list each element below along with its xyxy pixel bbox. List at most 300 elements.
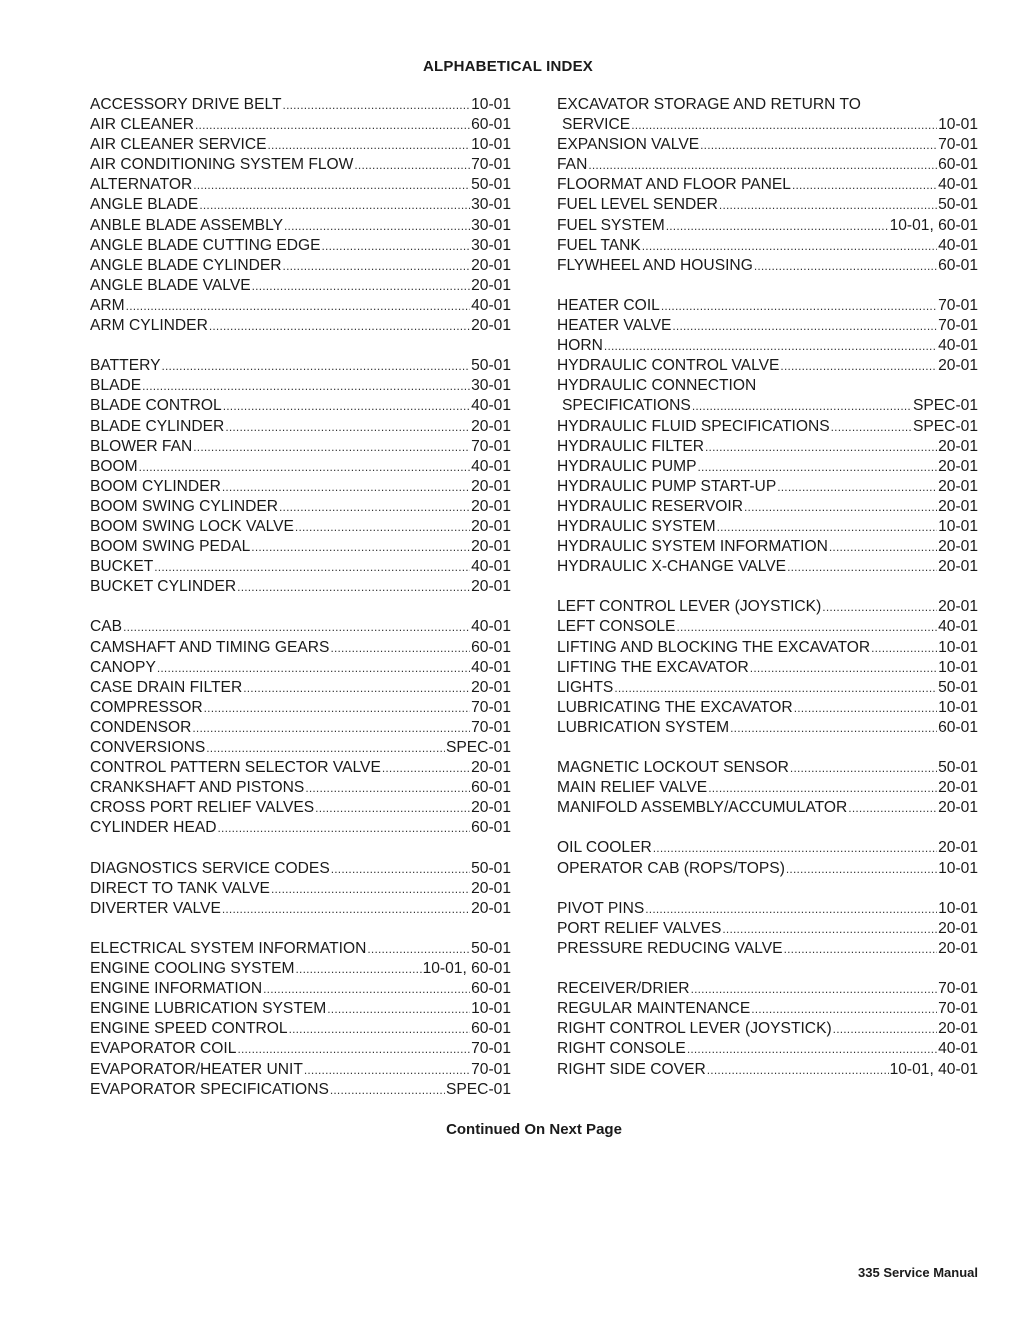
index-entry xyxy=(557,939,978,959)
index-entry-label: AIR CONDITIONING SYSTEM FLOW xyxy=(90,156,354,174)
index-entry-page: SPEC-01 xyxy=(445,739,511,756)
dot-leader xyxy=(730,718,937,738)
index-entry-label: CAB xyxy=(90,618,123,636)
index-entry-label: OIL COOLER xyxy=(557,839,652,857)
dot-leader xyxy=(243,678,470,698)
index-entry-page: 70-01 xyxy=(938,136,978,154)
index-entry-page: 20-01 xyxy=(471,497,511,515)
dot-leader xyxy=(225,417,470,437)
index-entry xyxy=(557,517,978,537)
index-entry xyxy=(90,296,511,316)
index-entry-page: 40-01 xyxy=(938,176,978,194)
index-entry-page: 20-01 xyxy=(938,357,978,375)
index-entry-page: 70-01 xyxy=(938,296,978,314)
index-entry xyxy=(557,417,978,437)
index-entry-page: 40-01 xyxy=(938,236,978,254)
index-entry-page: 10-01 xyxy=(471,136,511,154)
index-entry-page: 60-01 xyxy=(471,980,511,998)
index-entry xyxy=(90,477,511,497)
index-entry-label: BUCKET CYLINDER xyxy=(90,578,237,596)
index-entry xyxy=(557,718,978,738)
index-entry-page: 40-01 xyxy=(471,397,511,415)
dot-leader xyxy=(784,939,938,959)
dot-leader xyxy=(829,537,937,557)
index-entry-label: CONDENSOR xyxy=(90,718,192,736)
index-entry-page: 70-01 xyxy=(471,1040,511,1058)
dot-leader xyxy=(708,778,937,798)
dot-leader xyxy=(289,1019,471,1039)
index-entry xyxy=(90,698,511,718)
dot-leader xyxy=(754,256,937,276)
index-entry xyxy=(90,376,511,396)
index-entry-label: ELECTRICAL SYSTEM INFORMATION xyxy=(90,939,367,957)
section-spacer xyxy=(557,577,978,597)
dot-leader xyxy=(192,718,470,738)
index-entry-page: 20-01 xyxy=(938,437,978,455)
dot-leader xyxy=(161,356,470,376)
index-entry-page: 20-01 xyxy=(471,477,511,495)
index-entry-label: FAN xyxy=(557,156,588,174)
index-entry xyxy=(90,1019,511,1039)
index-entry-page: 40-01 xyxy=(471,457,511,475)
index-entry-page: 20-01 xyxy=(471,899,511,917)
dot-leader xyxy=(237,577,470,597)
index-entry xyxy=(557,256,978,276)
dot-leader xyxy=(848,798,937,818)
index-entry-label: BLOWER FAN xyxy=(90,437,193,455)
dot-leader xyxy=(786,859,937,879)
index-entry-label: HYDRAULIC PUMP xyxy=(557,457,697,475)
dot-leader xyxy=(661,296,937,316)
index-entry-page: 60-01 xyxy=(471,116,511,134)
index-entry xyxy=(557,899,978,919)
section-spacer xyxy=(557,959,978,979)
index-entry-label: RECEIVER/DRIER xyxy=(557,980,690,998)
index-entry xyxy=(557,597,978,617)
dot-leader xyxy=(744,497,937,517)
index-entry-page: 50-01 xyxy=(471,939,511,957)
index-entry-page: 50-01 xyxy=(471,859,511,877)
index-entry xyxy=(90,939,511,959)
dot-leader xyxy=(687,1039,937,1059)
index-entry xyxy=(90,879,511,899)
dot-leader xyxy=(717,517,938,537)
index-entry xyxy=(557,115,978,135)
index-entry-page: 20-01 xyxy=(938,799,978,817)
index-entry xyxy=(90,678,511,698)
index-entry xyxy=(90,1039,511,1059)
index-entry xyxy=(90,557,511,577)
dot-leader xyxy=(193,175,470,195)
index-entry-label: HEATER VALVE xyxy=(557,317,672,335)
dot-leader xyxy=(588,155,937,175)
index-entry-label: ENGINE SPEED CONTROL xyxy=(90,1020,288,1038)
page-title: ALPHABETICAL INDEX xyxy=(423,58,593,75)
index-entry-label: ACCESSORY DRIVE BELT xyxy=(90,96,282,113)
index-entry-label: FLOORMAT AND FLOOR PANEL xyxy=(557,176,791,194)
index-entry xyxy=(90,195,511,215)
dot-leader xyxy=(251,537,470,557)
index-entry-label: LIGHTS xyxy=(557,678,614,696)
index-entry-page: 70-01 xyxy=(938,317,978,335)
index-entry-label: HYDRAULIC CONNECTION xyxy=(557,377,757,395)
index-entry-label: CASE DRAIN FILTER xyxy=(90,678,243,696)
index-entry-page: 10-01 xyxy=(938,116,978,134)
index-entry-label: CYLINDER HEAD xyxy=(90,819,217,837)
index-entry-page: 60-01 xyxy=(471,779,511,797)
index-entry-page: 40-01 xyxy=(938,618,978,636)
dot-leader xyxy=(237,1039,470,1059)
index-entry-page: 10-01, 60-01 xyxy=(889,216,978,234)
index-entry xyxy=(90,155,511,175)
index-entry xyxy=(557,477,978,497)
index-entry xyxy=(557,758,978,778)
index-entry-page: 60-01 xyxy=(471,819,511,837)
index-entry-label: HYDRAULIC RESERVOIR xyxy=(557,497,744,515)
index-entry-page: 20-01 xyxy=(938,457,978,475)
index-entry-page: 20-01 xyxy=(471,578,511,596)
index-entry xyxy=(557,658,978,678)
dot-leader xyxy=(719,195,937,215)
index-entry xyxy=(90,356,511,376)
index-entry-label: ANGLE BLADE xyxy=(90,196,199,214)
continued-note: Continued On Next Page xyxy=(446,1121,622,1138)
index-entry-page: 20-01 xyxy=(938,919,978,937)
index-entry xyxy=(557,336,978,356)
dot-leader xyxy=(222,477,470,497)
dot-leader xyxy=(154,557,470,577)
index-entry-page: 70-01 xyxy=(938,1000,978,1018)
dot-leader xyxy=(653,838,937,858)
index-column-left xyxy=(90,95,511,1100)
index-entry-label: CROSS PORT RELIEF VALVES xyxy=(90,799,315,817)
index-entry-page: 40-01 xyxy=(938,337,978,355)
index-entry xyxy=(90,617,511,637)
index-entry-label: PRESSURE REDUCING VALVE xyxy=(557,939,783,957)
index-entry-label: CRANKSHAFT AND PISTONS xyxy=(90,779,305,797)
dot-leader xyxy=(304,1060,470,1080)
index-entry-label: HEATER COIL xyxy=(557,296,660,314)
index-entry-label: ANBLE BLADE ASSEMBLY xyxy=(90,216,283,234)
index-entry xyxy=(557,838,978,858)
dot-leader xyxy=(700,135,937,155)
index-entry-label: SERVICE xyxy=(562,116,631,134)
dot-leader xyxy=(382,758,470,778)
index-entry xyxy=(90,396,511,416)
dot-leader xyxy=(871,638,937,658)
index-entry-page: 20-01 xyxy=(471,799,511,817)
dot-leader xyxy=(722,919,937,939)
index-entry xyxy=(557,296,978,316)
manual-footer: 335 Service Manual xyxy=(858,1265,978,1280)
dot-leader xyxy=(367,939,470,959)
index-entry xyxy=(90,497,511,517)
index-entry-label: CANOPY xyxy=(90,658,156,676)
index-entry-label: FLYWHEEL AND HOUSING xyxy=(557,256,753,274)
index-entry-page: 70-01 xyxy=(938,980,978,998)
dot-leader xyxy=(750,658,937,678)
index-entry-label: HYDRAULIC CONTROL VALVE xyxy=(557,357,780,375)
index-entry-label: BLADE xyxy=(90,377,142,395)
index-entry-page: 50-01 xyxy=(471,176,511,194)
dot-leader xyxy=(631,115,937,135)
section-spacer xyxy=(557,879,978,899)
index-entry xyxy=(557,678,978,698)
index-entry-label: LEFT CONSOLE xyxy=(557,618,676,636)
dot-leader xyxy=(305,778,470,798)
index-entry xyxy=(557,698,978,718)
index-entry-page: 70-01 xyxy=(471,718,511,736)
index-entry-page: 20-01 xyxy=(471,256,511,274)
index-entry-page: 70-01 xyxy=(471,437,511,455)
index-entry-label: HYDRAULIC FILTER xyxy=(557,437,705,455)
index-entry-page: 40-01 xyxy=(471,618,511,636)
index-entry xyxy=(557,617,978,637)
index-entry-label: AIR CLEANER SERVICE xyxy=(90,136,267,154)
index-entry xyxy=(90,95,511,115)
index-entry-label: HYDRAULIC FLUID SPECIFICATIONS xyxy=(557,417,830,435)
index-entry xyxy=(90,758,511,778)
index-entry xyxy=(90,135,511,155)
dot-leader xyxy=(354,155,470,175)
index-entry-page: 40-01 xyxy=(471,558,511,576)
index-entry xyxy=(90,417,511,437)
index-entry-label: ANGLE BLADE CUTTING EDGE xyxy=(90,236,321,254)
index-entry-page: 50-01 xyxy=(938,196,978,214)
index-entry xyxy=(90,216,511,236)
index-entry xyxy=(90,818,511,838)
index-entry xyxy=(557,1060,978,1080)
index-entry-label: HYDRAULIC X-CHANGE VALVE xyxy=(557,558,787,576)
index-entry-page: SPEC-01 xyxy=(912,397,978,415)
index-entry xyxy=(557,557,978,577)
index-entry-page: SPEC-01 xyxy=(912,417,978,435)
section-spacer xyxy=(90,336,511,356)
index-entry xyxy=(90,979,511,999)
index-entry xyxy=(557,638,978,658)
dot-leader xyxy=(780,356,937,376)
index-entry-label: FUEL LEVEL SENDER xyxy=(557,196,718,214)
dot-leader xyxy=(279,497,470,517)
dot-leader xyxy=(707,1060,889,1080)
index-entry xyxy=(557,457,978,477)
index-entry-label: HORN xyxy=(557,337,603,355)
index-entry-label: EXCAVATOR STORAGE AND RETURN TO xyxy=(557,96,861,113)
dot-leader xyxy=(705,437,937,457)
index-entry-label: CONVERSIONS xyxy=(90,739,206,756)
index-entry xyxy=(90,276,511,296)
index-entry-page: SPEC-01 xyxy=(445,1080,511,1098)
index-entry-label: DIRECT TO TANK VALVE xyxy=(90,879,270,897)
index-entry-label: OPERATOR CAB (ROPS/TOPS) xyxy=(557,859,785,877)
index-entry-page: 30-01 xyxy=(471,196,511,214)
index-entry-label: EVAPORATOR/HEATER UNIT xyxy=(90,1060,303,1078)
dot-leader xyxy=(787,557,937,577)
index-entry xyxy=(90,115,511,135)
dot-leader xyxy=(206,738,445,758)
dot-leader xyxy=(831,417,912,437)
index-entry-page: 10-01 xyxy=(938,658,978,676)
index-entry-page: 10-01 xyxy=(938,899,978,917)
index-entry-label: RIGHT CONSOLE xyxy=(557,1040,686,1058)
dot-leader xyxy=(692,396,912,416)
index-entry-page: 20-01 xyxy=(938,538,978,556)
dot-leader xyxy=(790,758,937,778)
index-entry-label: ARM CYLINDER xyxy=(90,317,208,335)
index-entry-page: 10-01, 40-01 xyxy=(889,1060,978,1078)
index-entry xyxy=(557,999,978,1019)
dot-leader xyxy=(284,216,470,236)
index-entry-page: 20-01 xyxy=(471,317,511,335)
index-entry-page: 10-01 xyxy=(471,96,511,113)
index-entry xyxy=(557,135,978,155)
dot-leader xyxy=(223,396,470,416)
dot-leader xyxy=(672,316,937,336)
index-entry-label: LIFTING AND BLOCKING THE EXCAVATOR xyxy=(557,638,871,656)
dot-leader xyxy=(330,638,470,658)
dot-leader xyxy=(751,999,937,1019)
index-entry-page: 40-01 xyxy=(471,296,511,314)
index-entry-page: 10-01 xyxy=(471,1000,511,1018)
index-entry xyxy=(90,256,511,276)
index-entry xyxy=(90,899,511,919)
index-entry xyxy=(90,1080,511,1100)
dot-leader xyxy=(139,457,470,477)
index-entry-label: HYDRAULIC SYSTEM INFORMATION xyxy=(557,538,828,556)
index-entry-page: 20-01 xyxy=(471,417,511,435)
index-entry-page: 20-01 xyxy=(938,1020,978,1038)
index-entry-label: ARM xyxy=(90,296,125,314)
index-entry-label: FUEL SYSTEM xyxy=(557,216,665,234)
index-entry-label: LUBRICATING THE EXCAVATOR xyxy=(557,698,793,716)
index-entry-page: 30-01 xyxy=(471,236,511,254)
index-entry xyxy=(557,195,978,215)
index-entry-label: BOOM xyxy=(90,457,138,475)
index-entry-page: 20-01 xyxy=(938,558,978,576)
index-entry xyxy=(557,497,978,517)
index-entry-label: ANGLE BLADE VALVE xyxy=(90,276,251,294)
index-entry xyxy=(557,376,978,396)
index-entry xyxy=(90,437,511,457)
section-spacer xyxy=(557,276,978,296)
index-entry-page: 60-01 xyxy=(471,638,511,656)
dot-leader xyxy=(283,95,471,115)
index-entry-label: CONTROL PATTERN SELECTOR VALVE xyxy=(90,759,381,777)
index-entry-page: 60-01 xyxy=(938,156,978,174)
index-entry-label: COMPRESSOR xyxy=(90,698,203,716)
index-entry-label: BATTERY xyxy=(90,357,161,375)
dot-leader xyxy=(331,859,470,879)
index-entry-label: BOOM SWING CYLINDER xyxy=(90,497,279,515)
dot-leader xyxy=(676,617,937,637)
index-entry-page: 30-01 xyxy=(471,216,511,234)
dot-leader xyxy=(792,175,937,195)
dot-leader xyxy=(322,236,471,256)
index-entry-label: ENGINE LUBRICATION SYSTEM xyxy=(90,1000,327,1018)
index-entry-page: 60-01 xyxy=(471,1020,511,1038)
index-entry xyxy=(90,175,511,195)
index-entry-label: MAIN RELIEF VALVE xyxy=(557,779,708,797)
dot-leader xyxy=(794,698,937,718)
dot-leader xyxy=(645,899,937,919)
index-entry xyxy=(90,517,511,537)
index-entry-label: DIAGNOSTICS SERVICE CODES xyxy=(90,859,330,877)
index-entry-page: 10-01 xyxy=(938,638,978,656)
index-entry xyxy=(557,216,978,236)
index-entry-label: ALTERNATOR xyxy=(90,176,193,194)
index-entry-page: 40-01 xyxy=(938,1040,978,1058)
index-entry-label: MANIFOLD ASSEMBLY/ACCUMULATOR xyxy=(557,799,848,817)
dot-leader xyxy=(604,336,937,356)
dot-leader xyxy=(315,798,470,818)
dot-leader xyxy=(271,879,470,899)
dot-leader xyxy=(157,658,470,678)
index-entry-page: 60-01 xyxy=(938,256,978,274)
index-entry xyxy=(90,778,511,798)
dot-leader xyxy=(327,999,470,1019)
index-entry-page: 20-01 xyxy=(938,779,978,797)
index-entry-label: ANGLE BLADE CYLINDER xyxy=(90,256,282,274)
index-entry-label: LEFT CONTROL LEVER (JOYSTICK) xyxy=(557,598,822,616)
index-entry xyxy=(90,718,511,738)
index-entry-page: 10-01 xyxy=(938,859,978,877)
index-entry-label: MAGNETIC LOCKOUT SENSOR xyxy=(557,759,789,777)
index-entry-label: BLADE CYLINDER xyxy=(90,417,225,435)
index-entry-page: 10-01 xyxy=(938,517,978,535)
dot-leader xyxy=(642,236,937,256)
index-entry xyxy=(90,1060,511,1080)
index-entry xyxy=(557,537,978,557)
index-entry-page: 70-01 xyxy=(471,698,511,716)
index-entry xyxy=(557,778,978,798)
dot-leader xyxy=(142,376,470,396)
dot-leader xyxy=(204,698,470,718)
index-entry-page: 20-01 xyxy=(471,879,511,897)
dot-leader xyxy=(252,276,470,296)
index-entry xyxy=(557,155,978,175)
index-entry-label: RIGHT SIDE COVER xyxy=(557,1060,706,1078)
index-entry-label: HYDRAULIC SYSTEM xyxy=(557,517,716,535)
index-entry xyxy=(557,175,978,195)
index-entry-label: BLADE CONTROL xyxy=(90,397,222,415)
index-entry-label: FUEL TANK xyxy=(557,236,641,254)
dot-leader xyxy=(263,979,470,999)
dot-leader xyxy=(833,1019,937,1039)
index-entry-label: BOOM SWING LOCK VALVE xyxy=(90,517,294,535)
index-entry-label: BOOM SWING PEDAL xyxy=(90,538,251,556)
index-column-right xyxy=(557,95,978,1080)
index-entry xyxy=(557,798,978,818)
index-entry-label: SPECIFICATIONS xyxy=(562,397,691,415)
index-entry xyxy=(90,738,511,758)
index-entry-page: 20-01 xyxy=(471,759,511,777)
dot-leader xyxy=(296,959,422,979)
index-entry-page: 30-01 xyxy=(471,377,511,395)
index-entry-page: 20-01 xyxy=(938,598,978,616)
index-entry xyxy=(90,859,511,879)
index-entry-label: PIVOT PINS xyxy=(557,899,645,917)
index-entry xyxy=(90,457,511,477)
dot-leader xyxy=(822,597,937,617)
index-entry-label: REGULAR MAINTENANCE xyxy=(557,1000,751,1018)
index-entry-label: ENGINE COOLING SYSTEM xyxy=(90,960,295,978)
dot-leader xyxy=(698,457,938,477)
dot-leader xyxy=(126,296,470,316)
index-entry xyxy=(557,859,978,879)
section-spacer xyxy=(90,597,511,617)
index-entry-page: 40-01 xyxy=(471,658,511,676)
dot-leader xyxy=(283,256,471,276)
